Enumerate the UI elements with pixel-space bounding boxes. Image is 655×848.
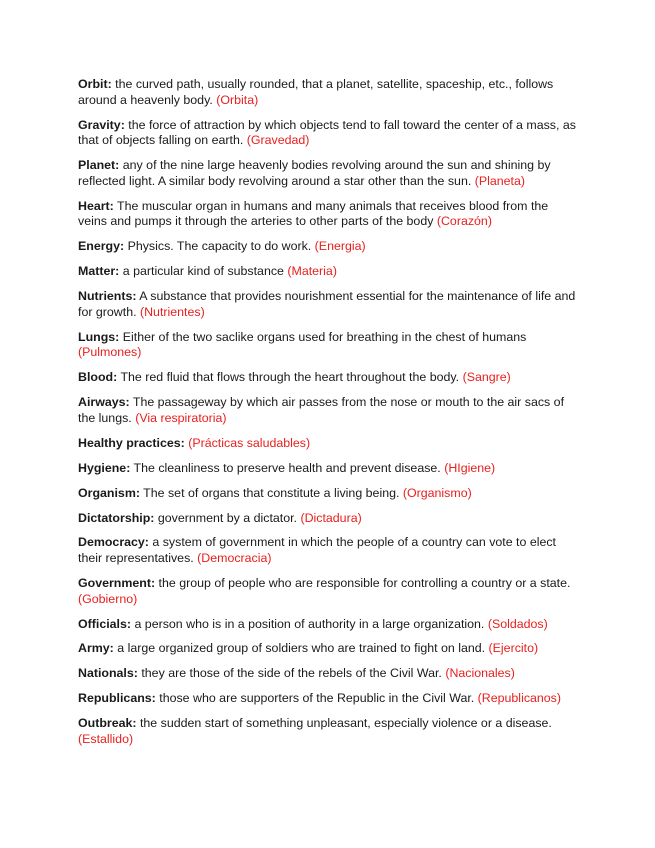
entry-term: Gravity: [78,117,125,132]
entry-definition: a person who is in a position of authority in a large organization. [131,616,488,631]
glossary-entry [78,511,580,527]
entry-term: Airways: [78,395,130,410]
glossary-entry [78,77,580,108]
entry-definition: the curved path, usually rounded, that a planet, satellite, spaceship, etc., follows around a heavenly body. [78,77,554,107]
entry-translation: (Dictadura) [300,510,362,525]
glossary-entry [78,118,580,149]
entry-translation: (Orbita) [216,92,259,107]
entry-definition: The red fluid that flows through the heart throughout the body. [117,370,463,385]
glossary-entry [78,370,580,386]
glossary-entry [78,436,580,452]
entry-definition: a system of government in which the people of a country can vote to elect their representatives. [78,535,557,566]
entry-term: Organism: [78,485,140,500]
entry-definition: The cleanliness to preserve health and prevent disease. [130,460,445,475]
glossary-entry [78,691,580,707]
entry-translation: (Soldados) [487,616,548,631]
glossary-entry [78,617,580,633]
entry-term: Energy: [78,239,125,254]
glossary-entry [78,289,580,320]
entry-translation: (Sangre) [462,370,511,385]
entry-translation: (Nutrientes) [139,304,205,319]
entry-term: Republicans: [78,691,156,706]
entry-translation: (Via respiratoria) [135,410,227,425]
glossary-entry [78,395,580,426]
glossary-entry [78,264,580,280]
entry-translation: (Materia) [287,264,337,279]
glossary-entry [78,535,580,566]
entry-translation: (Democracia) [197,551,272,566]
entry-translation: (Energia) [314,239,366,254]
entry-translation: (Republicanos) [477,691,562,706]
glossary-entry [78,486,580,502]
entry-definition: government by a dictator. [154,510,301,525]
entry-translation: (Organismo) [402,485,472,500]
entry-translation: (Nacionales) [445,666,515,681]
entry-translation: (Pulmones) [78,345,142,360]
entry-term: Matter: [78,264,120,279]
glossary-entry [78,666,580,682]
entry-translation: (Estallido) [78,731,134,746]
entry-definition: Either of the two saclike organs used for breathing in the chest of humans [119,329,527,344]
entry-definition: a particular kind of substance [119,264,288,279]
entry-translation: (Gravedad) [246,133,310,148]
entry-definition: the group of people who are responsible for controlling a country or a state. [155,575,571,590]
entry-term: Blood: [78,370,118,385]
entry-term: Orbit: [78,77,112,91]
glossary-entry [78,330,580,361]
entry-translation: (Corazón) [436,214,492,229]
entry-translation: (Prácticas saludables) [188,435,311,450]
entry-term: Hygiene: [78,460,131,475]
entry-definition: any of the nine large heavenly bodies revolving around the sun and shining by reflected light. A similar body revolving around a star other than the sun. [78,158,551,188]
entry-term: Army: [78,641,114,656]
entry-definition: The muscular organ in humans and many animals that receives blood from the veins and pumps it through the arteries to other parts of the body [78,198,549,229]
entry-definition: the force of attraction by which objects tend to fall toward the center of a mass, as that of objects falling on earth. [78,117,576,148]
entry-term: Dictatorship: [78,510,155,525]
entry-definition: The passageway by which air passes from the nose or mouth to the air sacs of the lungs. [78,395,565,425]
entry-definition: the sudden start of something unpleasant, especially violence or a disease. [136,716,552,731]
entry-definition: Physics. The capacity to do work. [124,239,315,254]
entry-translation: (Ejercito) [488,641,539,656]
entry-term: Nutrients: [78,289,137,304]
glossary-entry [78,716,580,747]
entry-definition: A substance that provides nourishment essential for the maintenance of life and for growth. [78,289,576,319]
entry-translation: (HIgiene) [444,460,496,475]
glossary-list [78,77,580,757]
glossary-entry [78,641,580,657]
entry-definition: a large organized group of soldiers who are trained to fight on land. [113,641,489,656]
glossary-entry [78,461,580,477]
entry-term: Heart: [78,198,114,213]
entry-term: Planet: [78,158,120,173]
glossary-entry [78,199,580,230]
glossary-entry [78,239,580,255]
entry-definition: those who are supporters of the Republic in the Civil War. [155,691,478,706]
entry-translation: (Gobierno) [78,591,138,606]
glossary-entry [78,158,580,189]
entry-term: Outbreak: [78,716,137,731]
entry-term: Officials: [78,616,132,631]
entry-term: Lungs: [78,329,120,344]
entry-translation: (Planeta) [474,173,526,188]
entry-term: Democracy: [78,535,149,550]
entry-definition: they are those of the side of the rebels of the Civil War. [137,666,446,681]
entry-term: Healthy practices: [78,435,185,450]
entry-term: Government: [78,575,156,590]
glossary-entry [78,576,580,607]
entry-definition: The set of organs that constitute a living being. [139,485,403,500]
entry-term: Nationals: [78,666,138,681]
